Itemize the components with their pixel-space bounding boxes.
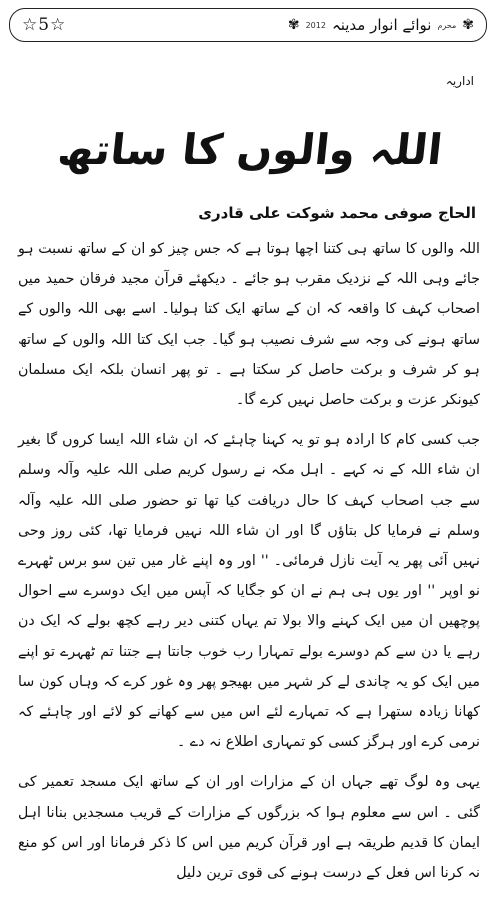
magazine-name: نوائے انوار مدینہ bbox=[331, 16, 432, 34]
page-header bbox=[9, 8, 487, 42]
article-body bbox=[18, 234, 480, 898]
article-author: الحاج صوفی محمد شوکت علی قادری bbox=[198, 204, 476, 222]
paragraph: جب کسی کام کا ارادہ ہو تو یہ کہنا چاہئے کہ ان شاء اللہ ایسا کروں گا بغیر ان شاء اللہ کے نہ کہے ۔ اہل مکہ نے رسول کریم صلی اللہ علیہ وآلہ وسلم سے جب اصحاب کہف کا حال دریافت کیا تھا تو حضور صلی اللہ علیہ وآلہ وسلم نے فرمایا کل بتاؤں گا اور ان شاء اللہ نہیں فرمایا تھا، کئی روز وحی نہیں آئی پھر یہ آیت نازل فرمائی۔ '' اور وہ اپنے غار میں تین سو برس ٹھہرے نو اوپر '' اور یوں ہی ہم نے ان کو جگایا کہ آپس میں ایک دوسرے سے احوال پوچھیں ان میں ایک کہنے والا بولا تم یہاں کتنی دیر رہے کچھ بولے کہ ایک دن رہے یا دن سے کم دوسرے بولے تمہارا رب خوب جانتا ہے جتنا تم ٹھہرے تو اپنے میں ایک کو یہ چاندی لے کر شہر میں بھیجو پھر وہ غور کرے کہ وہاں کون سا کھانا زیادہ ستھرا ہے کہ تمہارے لئے اس میں سے کھانے کو لائے اور چاہئے کہ نرمی کرے اور ہرگز کسی کو تمہاری اطلاع نہ دے ۔ bbox=[18, 432, 480, 751]
section-label: اداریہ bbox=[445, 74, 474, 88]
page-number: ☆5☆ bbox=[22, 15, 67, 35]
paragraph: اللہ والوں کا ساتھ ہی کتنا اچھا ہوتا ہے کہ جس چیز کو ان کے ساتھ نسبت ہو جائے وہی اللہ کے نزدیک مقرب ہو جائے ۔ دیکھئے قرآن مجید فرقان حمید میں اصحاب کہف کا واقعہ کہ ان کے ساتھ ایک کتا ہولیا۔ اسے بھی اللہ والوں کے ساتھ ہونے کی وجہ سے شرف نصیب ہو گیا۔ جب ایک کتا اللہ والوں کے ساتھ ہو کر شرف و برکت حاصل کر سکتا ہے ۔ تو پھر انسان بلکہ ایک مسلمان کیونکر عزت و برکت حاصل نہیں کرے گا۔ bbox=[18, 241, 480, 409]
article-title: اللہ والوں کا ساتھ bbox=[55, 125, 445, 174]
magazine-month: محرم bbox=[437, 20, 457, 30]
magazine-title bbox=[288, 16, 474, 34]
flower-icon: ✾ bbox=[462, 17, 474, 33]
magazine-year: 2012 bbox=[305, 20, 326, 30]
flower-icon: ✾ bbox=[287, 17, 300, 33]
paragraph: یہی وہ لوگ تھے جہاں ان کے مزارات اور ان کے ساتھ ایک مسجد تعمیر کی گئی ۔ اس سے معلوم ہوا کہ بزرگوں کے مزارات کے قریب مسجدیں بنانا اہل ایمان کا قدیم طریقہ ہے اور قرآن کریم میں اس کا ذکر فرمانا اور اس کو منع نہ کرنا اس فعل کے درست ہونے کی قوی ترین دلیل bbox=[18, 774, 480, 882]
